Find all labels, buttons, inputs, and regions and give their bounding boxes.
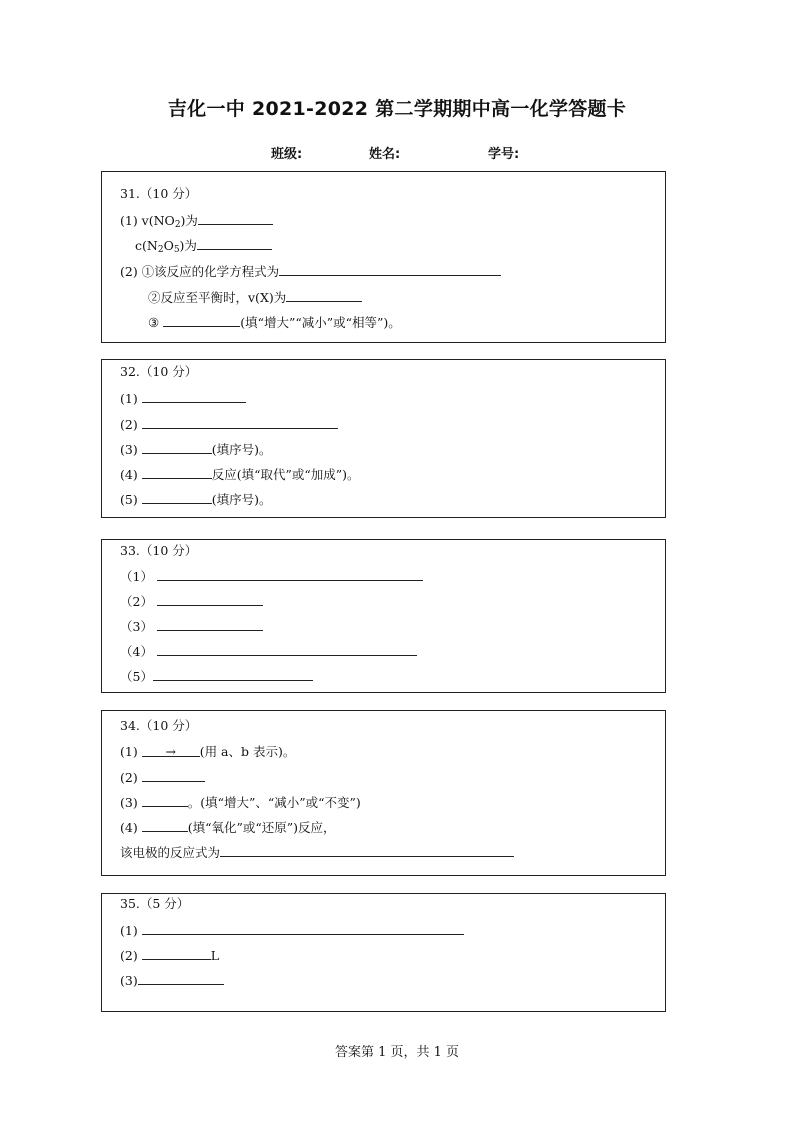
q33-part4-line: （4） bbox=[120, 643, 417, 660]
student-id-label: 学号: bbox=[488, 147, 520, 162]
q33-part3-line: （3） bbox=[120, 618, 263, 635]
answer-blank[interactable] bbox=[142, 794, 188, 807]
page-title: 吉化一中 2021-2022 第二学期期中高一化学答题卡 bbox=[167, 98, 627, 120]
question-32-box bbox=[101, 359, 666, 518]
question-34-heading: 34.（10 分） bbox=[120, 718, 198, 733]
q33-part1-line: （1） bbox=[120, 568, 423, 585]
answer-blank[interactable] bbox=[142, 390, 246, 403]
q31-part2-3-line: ③ (填“增大”“减小”或“相等”)。 bbox=[148, 315, 401, 330]
q34-part4-line: (4) (填“氧化”或“还原”)反应， bbox=[120, 820, 336, 835]
q35-part3-line: (3) bbox=[120, 972, 224, 989]
answer-blank[interactable] bbox=[142, 466, 212, 479]
question-33-box bbox=[101, 539, 666, 693]
answer-blank[interactable] bbox=[286, 289, 362, 302]
question-35-heading: 35.（5 分） bbox=[120, 896, 190, 911]
question-35-box bbox=[101, 893, 666, 1012]
q34-part5-line: 该电极的反应式为 bbox=[120, 844, 514, 861]
q35-part2-line: (2) L bbox=[120, 948, 220, 963]
answer-blank[interactable] bbox=[163, 314, 240, 327]
answer-blank[interactable] bbox=[157, 643, 417, 656]
question-34-box bbox=[101, 710, 666, 876]
question-31-heading: 31.（10 分） bbox=[120, 186, 198, 201]
answer-blank[interactable] bbox=[142, 769, 205, 782]
answer-blank[interactable] bbox=[220, 844, 514, 857]
question-32-heading: 32.（10 分） bbox=[120, 364, 198, 379]
question-31-box bbox=[101, 171, 666, 343]
q33-part2-line: （2） bbox=[120, 593, 263, 610]
q33-part5-line: （5） bbox=[120, 668, 313, 685]
q31-part2-line: (2) ①该反应的化学方程式为 bbox=[120, 263, 501, 280]
page-footer: 答案第 1 页，共 1 页 bbox=[334, 1045, 460, 1060]
answer-blank[interactable] bbox=[142, 491, 212, 504]
q34-part3-line: (3) 。(填“增大”、“减小”或“不变”) bbox=[120, 795, 361, 810]
q32-part2-line: (2) bbox=[120, 416, 338, 433]
q34-part2-line: (2) bbox=[120, 769, 205, 786]
q34-part1-line: (1) → (用 a、b 表示)。 bbox=[120, 744, 296, 759]
answer-blank[interactable] bbox=[279, 263, 501, 276]
q31-part1b-line: $c(N_2O_5)$为 bbox=[135, 237, 272, 258]
answer-blank[interactable] bbox=[157, 618, 263, 631]
q32-part1-line: (1) bbox=[120, 390, 246, 407]
answer-blank[interactable] bbox=[157, 568, 423, 581]
name-label: 姓名: bbox=[369, 147, 401, 162]
q32-part5-line: (5) (填序号)。 bbox=[120, 492, 272, 507]
answer-blank[interactable] bbox=[138, 972, 224, 985]
answer-blank[interactable] bbox=[157, 593, 263, 606]
arrow-icon: → bbox=[165, 744, 176, 759]
q31-part1-line: (1) $v(NO_2)$为 bbox=[120, 212, 273, 233]
class-label: 班级: bbox=[271, 147, 303, 162]
answer-blank[interactable] bbox=[142, 744, 200, 757]
answer-blank[interactable] bbox=[197, 237, 272, 250]
answer-blank[interactable] bbox=[142, 947, 211, 960]
answer-blank[interactable] bbox=[142, 922, 464, 935]
question-33-heading: 33.（10 分） bbox=[120, 543, 198, 558]
answer-blank[interactable] bbox=[142, 819, 188, 832]
q35-part1-line: (1) bbox=[120, 922, 464, 939]
answer-blank[interactable] bbox=[142, 441, 212, 454]
answer-blank[interactable] bbox=[142, 416, 338, 429]
q32-part4-line: (4) 反应(填“取代”或“加成”)。 bbox=[120, 467, 360, 482]
answer-blank[interactable] bbox=[153, 668, 313, 681]
answer-blank[interactable] bbox=[198, 212, 273, 225]
q32-part3-line: (3) (填序号)。 bbox=[120, 442, 272, 457]
q31-part2-2-line: ②反应至平衡时，v(X)为 bbox=[148, 289, 362, 306]
